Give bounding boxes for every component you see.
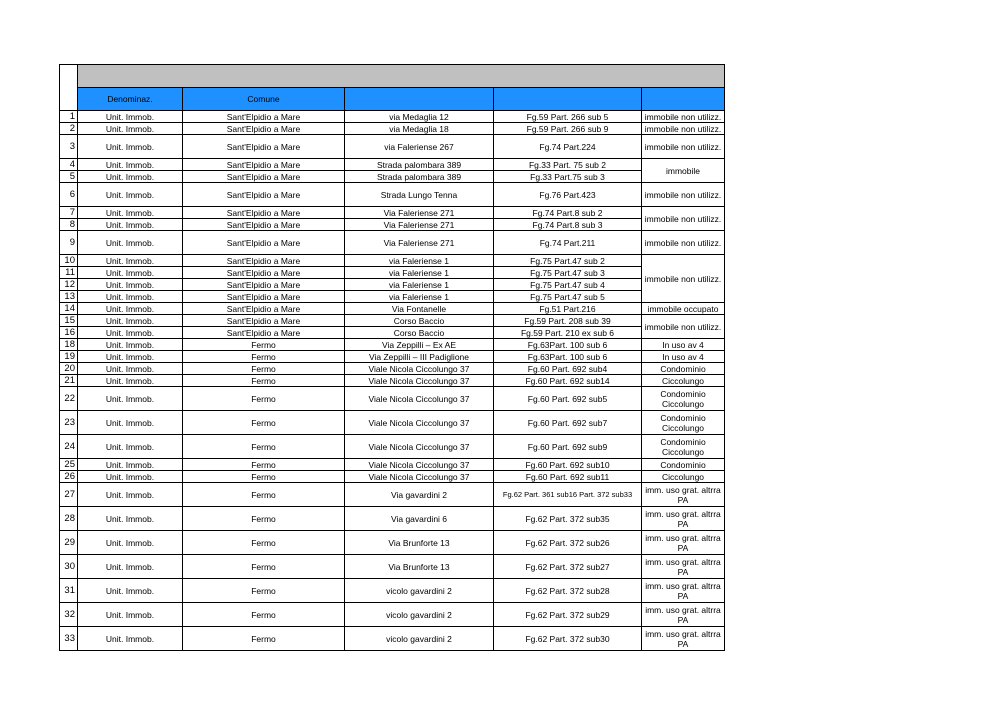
cell-denominazione: Unit. Immob.: [78, 555, 183, 579]
cell-catasto: Fg.76 Part.423: [494, 183, 642, 207]
cell-indirizzo: Strada palombara 389: [345, 159, 494, 171]
cell-denominazione: Unit. Immob.: [78, 123, 183, 135]
cell-indirizzo: Via gavardini 2: [345, 483, 494, 507]
table-row: [60, 135, 725, 159]
cell-denominazione: Unit. Immob.: [78, 159, 183, 171]
header-bar-row: [60, 65, 725, 88]
table-row: [60, 507, 725, 531]
cell-comune: Sant'Elpidio a Mare: [183, 327, 345, 339]
cell-comune: Sant'Elpidio a Mare: [183, 267, 345, 279]
cell-denominazione: Unit. Immob.: [78, 507, 183, 531]
row-number: 5: [60, 171, 78, 183]
cell-indirizzo: Via gavardini 6: [345, 507, 494, 531]
cell-comune: Sant'Elpidio a Mare: [183, 135, 345, 159]
cell-stato: immobile non utilizz.: [642, 123, 725, 135]
table-row: [60, 387, 725, 411]
cell-comune: Fermo: [183, 339, 345, 351]
table-row: [60, 471, 725, 483]
cell-indirizzo: Viale Nicola Ciccolungo 37: [345, 363, 494, 375]
row-number: 14: [60, 303, 78, 315]
cell-stato: imm. uso grat. altrra PA: [642, 507, 725, 531]
cell-denominazione: Unit. Immob.: [78, 363, 183, 375]
cell-indirizzo: Via Faleriense 271: [345, 207, 494, 219]
row-number: 12: [60, 279, 78, 291]
cell-indirizzo: Via Faleriense 271: [345, 231, 494, 255]
cell-indirizzo: vicolo gavardini 2: [345, 579, 494, 603]
cell-denominazione: Unit. Immob.: [78, 531, 183, 555]
cell-comune: Sant'Elpidio a Mare: [183, 207, 345, 219]
table-row: [60, 459, 725, 471]
row-number: 22: [60, 387, 78, 411]
cell-catasto: Fg.60 Part. 692 sub14: [494, 375, 642, 387]
header-denominaz: Denominaz.: [78, 88, 183, 111]
cell-denominazione: Unit. Immob.: [78, 387, 183, 411]
cell-comune: Fermo: [183, 411, 345, 435]
table-row: [60, 207, 725, 219]
cell-catasto: Fg.62 Part. 372 sub30: [494, 627, 642, 651]
cell-stato: imm. uso grat. altrra PA: [642, 483, 725, 507]
cell-comune: Fermo: [183, 387, 345, 411]
grey-title-bar: [78, 65, 725, 88]
cell-stato: imm. uso grat. altrra PA: [642, 555, 725, 579]
cell-denominazione: Unit. Immob.: [78, 627, 183, 651]
cell-denominazione: Unit. Immob.: [78, 171, 183, 183]
row-number: 21: [60, 375, 78, 387]
header-indirizzo: [345, 88, 494, 111]
cell-indirizzo: Via Brunforte 13: [345, 531, 494, 555]
table-row: [60, 435, 725, 459]
cell-indirizzo: via Medaglia 12: [345, 111, 494, 123]
cell-comune: Sant'Elpidio a Mare: [183, 291, 345, 303]
cell-stato: immobile: [642, 159, 725, 183]
cell-denominazione: Unit. Immob.: [78, 411, 183, 435]
row-number: 10: [60, 255, 78, 267]
cell-stato: imm. uso grat. altrra PA: [642, 579, 725, 603]
row-number: 9: [60, 231, 78, 255]
cell-denominazione: Unit. Immob.: [78, 279, 183, 291]
cell-comune: Fermo: [183, 459, 345, 471]
cell-catasto: Fg.59 Part. 210 ex sub 6: [494, 327, 642, 339]
cell-indirizzo: Viale Nicola Ciccolungo 37: [345, 375, 494, 387]
cell-indirizzo: Viale Nicola Ciccolungo 37: [345, 459, 494, 471]
cell-denominazione: Unit. Immob.: [78, 327, 183, 339]
header-comune: Comune: [183, 88, 345, 111]
row-number: 4: [60, 159, 78, 171]
row-number: 30: [60, 555, 78, 579]
cell-stato: immobile non utilizz.: [642, 111, 725, 123]
cell-indirizzo: Via Brunforte 13: [345, 555, 494, 579]
row-number: 29: [60, 531, 78, 555]
cell-indirizzo: Strada Lungo Tenna: [345, 183, 494, 207]
table-row: [60, 363, 725, 375]
cell-indirizzo: Via Zeppilli – Ex AE: [345, 339, 494, 351]
cell-catasto: Fg.60 Part. 692 sub7: [494, 411, 642, 435]
table-row: [60, 627, 725, 651]
row-number: 28: [60, 507, 78, 531]
cell-stato: Condominio: [642, 459, 725, 471]
cell-denominazione: Unit. Immob.: [78, 207, 183, 219]
cell-comune: Sant'Elpidio a Mare: [183, 111, 345, 123]
row-number-header: [60, 65, 78, 111]
cell-stato: immobile non utilizz.: [642, 255, 725, 303]
table-row: [60, 219, 725, 231]
cell-comune: Sant'Elpidio a Mare: [183, 279, 345, 291]
row-number: 1: [60, 111, 78, 123]
cell-denominazione: Unit. Immob.: [78, 219, 183, 231]
table-row: [60, 579, 725, 603]
row-number: 6: [60, 183, 78, 207]
table-row: [60, 315, 725, 327]
cell-denominazione: Unit. Immob.: [78, 435, 183, 459]
cell-stato: immobile non utilizz.: [642, 135, 725, 159]
table-row: [60, 327, 725, 339]
cell-comune: Fermo: [183, 351, 345, 363]
cell-catasto: Fg.75 Part.47 sub 4: [494, 279, 642, 291]
table-row: [60, 351, 725, 363]
table-row: [60, 411, 725, 435]
cell-stato: immobile non utilizz.: [642, 183, 725, 207]
cell-comune: Fermo: [183, 531, 345, 555]
row-number: 15: [60, 315, 78, 327]
table-row: [60, 255, 725, 267]
cell-comune: Sant'Elpidio a Mare: [183, 171, 345, 183]
cell-denominazione: Unit. Immob.: [78, 459, 183, 471]
cell-catasto: Fg.75 Part.47 sub 5: [494, 291, 642, 303]
cell-stato: Condominio Ciccolungo: [642, 387, 725, 411]
row-number: 24: [60, 435, 78, 459]
table-row: [60, 159, 725, 171]
cell-indirizzo: via Faleriense 267: [345, 135, 494, 159]
table-row: [60, 231, 725, 255]
table-row: [60, 303, 725, 315]
cell-comune: Sant'Elpidio a Mare: [183, 303, 345, 315]
table-row: [60, 123, 725, 135]
row-number: 2: [60, 123, 78, 135]
cell-catasto: Fg.74 Part.8 sub 3: [494, 219, 642, 231]
cell-comune: Fermo: [183, 603, 345, 627]
cell-comune: Sant'Elpidio a Mare: [183, 315, 345, 327]
header-stato: [642, 88, 725, 111]
row-number: 20: [60, 363, 78, 375]
cell-denominazione: Unit. Immob.: [78, 255, 183, 267]
cell-comune: Sant'Elpidio a Mare: [183, 123, 345, 135]
cell-stato: In uso av 4: [642, 339, 725, 351]
cell-comune: Fermo: [183, 579, 345, 603]
cell-comune: Fermo: [183, 375, 345, 387]
row-number: 27: [60, 483, 78, 507]
cell-comune: Fermo: [183, 507, 345, 531]
row-number: 32: [60, 603, 78, 627]
cell-indirizzo: via Faleriense 1: [345, 291, 494, 303]
cell-indirizzo: Viale Nicola Ciccolungo 37: [345, 411, 494, 435]
cell-catasto: Fg.75 Part.47 sub 3: [494, 267, 642, 279]
table-row: [60, 279, 725, 291]
cell-comune: Fermo: [183, 627, 345, 651]
row-number: 16: [60, 327, 78, 339]
cell-indirizzo: via Faleriense 1: [345, 255, 494, 267]
cell-denominazione: Unit. Immob.: [78, 315, 183, 327]
cell-indirizzo: vicolo gavardini 2: [345, 603, 494, 627]
cell-catasto: Fg.59 Part. 266 sub 5: [494, 111, 642, 123]
row-number: 11: [60, 267, 78, 279]
cell-indirizzo: Corso Baccio: [345, 315, 494, 327]
cell-stato: Condominio Ciccolungo: [642, 411, 725, 435]
cell-indirizzo: Viale Nicola Ciccolungo 37: [345, 435, 494, 459]
cell-catasto: Fg.60 Part. 692 sub4: [494, 363, 642, 375]
cell-indirizzo: Viale Nicola Ciccolungo 37: [345, 387, 494, 411]
row-number: 31: [60, 579, 78, 603]
cell-indirizzo: via Faleriense 1: [345, 267, 494, 279]
cell-stato: Ciccolungo: [642, 375, 725, 387]
cell-comune: Sant'Elpidio a Mare: [183, 159, 345, 171]
cell-catasto: Fg.33 Part.75 sub 3: [494, 171, 642, 183]
cell-catasto: Fg.59 Part. 208 sub 39: [494, 315, 642, 327]
cell-stato: Condominio Ciccolungo: [642, 435, 725, 459]
cell-comune: Fermo: [183, 555, 345, 579]
cell-comune: Sant'Elpidio a Mare: [183, 183, 345, 207]
cell-indirizzo: Corso Baccio: [345, 327, 494, 339]
cell-stato: Condominio: [642, 363, 725, 375]
cell-comune: Sant'Elpidio a Mare: [183, 219, 345, 231]
cell-comune: Fermo: [183, 435, 345, 459]
cell-stato: immobile non utilizz.: [642, 315, 725, 339]
cell-catasto: Fg.63Part. 100 sub 6: [494, 339, 642, 351]
column-header-row: [60, 88, 725, 111]
cell-stato: In uso av 4: [642, 351, 725, 363]
cell-denominazione: Unit. Immob.: [78, 231, 183, 255]
row-number: 7: [60, 207, 78, 219]
cell-catasto: Fg.74 Part.224: [494, 135, 642, 159]
cell-denominazione: Unit. Immob.: [78, 471, 183, 483]
table-row: [60, 111, 725, 123]
table-row: [60, 531, 725, 555]
cell-denominazione: Unit. Immob.: [78, 291, 183, 303]
row-number: 25: [60, 459, 78, 471]
cell-denominazione: Unit. Immob.: [78, 183, 183, 207]
cell-catasto: Fg.62 Part. 372 sub27: [494, 555, 642, 579]
cell-comune: Sant'Elpidio a Mare: [183, 231, 345, 255]
property-table: [59, 64, 725, 651]
cell-catasto: Fg.59 Part. 266 sub 9: [494, 123, 642, 135]
cell-indirizzo: Strada palombara 389: [345, 171, 494, 183]
cell-indirizzo: via Medaglia 18: [345, 123, 494, 135]
table-row: [60, 483, 725, 507]
cell-comune: Fermo: [183, 363, 345, 375]
cell-stato: immobile occupato: [642, 303, 725, 315]
row-number: 19: [60, 351, 78, 363]
header-catasto: [494, 88, 642, 111]
cell-catasto: Fg.62 Part. 372 sub29: [494, 603, 642, 627]
table-row: [60, 267, 725, 279]
cell-denominazione: Unit. Immob.: [78, 483, 183, 507]
cell-stato: immobile non utilizz.: [642, 231, 725, 255]
cell-indirizzo: vicolo gavardini 2: [345, 627, 494, 651]
cell-denominazione: Unit. Immob.: [78, 339, 183, 351]
cell-stato: imm. uso grat. altrra PA: [642, 603, 725, 627]
row-number: 18: [60, 339, 78, 351]
cell-stato: Ciccolungo: [642, 471, 725, 483]
cell-indirizzo: Via Fontanelle: [345, 303, 494, 315]
row-number: 33: [60, 627, 78, 651]
cell-denominazione: Unit. Immob.: [78, 375, 183, 387]
cell-catasto: Fg.63Part. 100 sub 6: [494, 351, 642, 363]
row-number: 8: [60, 219, 78, 231]
cell-comune: Sant'Elpidio a Mare: [183, 255, 345, 267]
cell-indirizzo: Via Faleriense 271: [345, 219, 494, 231]
cell-catasto: Fg.60 Part. 692 sub5: [494, 387, 642, 411]
cell-indirizzo: Via Zeppilli – III Padiglione: [345, 351, 494, 363]
table-row: [60, 555, 725, 579]
cell-catasto: Fg.74 Part.211: [494, 231, 642, 255]
cell-denominazione: Unit. Immob.: [78, 351, 183, 363]
cell-indirizzo: Viale Nicola Ciccolungo 37: [345, 471, 494, 483]
cell-catasto: Fg.60 Part. 692 sub9: [494, 435, 642, 459]
table-row: [60, 171, 725, 183]
row-number: 23: [60, 411, 78, 435]
cell-indirizzo: via Faleriense 1: [345, 279, 494, 291]
row-number: 13: [60, 291, 78, 303]
cell-catasto: Fg.62 Part. 372 sub26: [494, 531, 642, 555]
cell-denominazione: Unit. Immob.: [78, 603, 183, 627]
cell-catasto: Fg.33 Part. 75 sub 2: [494, 159, 642, 171]
table-row: [60, 375, 725, 387]
cell-catasto: Fg.60 Part. 692 sub11: [494, 471, 642, 483]
table-row: [60, 183, 725, 207]
cell-catasto: Fg.51 Part.216: [494, 303, 642, 315]
cell-stato: imm. uso grat. altrra PA: [642, 531, 725, 555]
cell-catasto: Fg.60 Part. 692 sub10: [494, 459, 642, 471]
row-number: 26: [60, 471, 78, 483]
cell-catasto: Fg.62 Part. 372 sub35: [494, 507, 642, 531]
cell-catasto: Fg.75 Part.47 sub 2: [494, 255, 642, 267]
cell-denominazione: Unit. Immob.: [78, 135, 183, 159]
cell-denominazione: Unit. Immob.: [78, 579, 183, 603]
cell-denominazione: Unit. Immob.: [78, 303, 183, 315]
cell-stato: imm. uso grat. altrra PA: [642, 627, 725, 651]
table-row: [60, 603, 725, 627]
cell-denominazione: Unit. Immob.: [78, 111, 183, 123]
cell-catasto: Fg.62 Part. 361 sub16 Part. 372 sub33: [494, 483, 642, 507]
cell-catasto: Fg.74 Part.8 sub 2: [494, 207, 642, 219]
cell-stato: immobile non utilizz.: [642, 207, 725, 231]
cell-denominazione: Unit. Immob.: [78, 267, 183, 279]
cell-comune: Fermo: [183, 483, 345, 507]
table-row: [60, 339, 725, 351]
cell-catasto: Fg.62 Part. 372 sub28: [494, 579, 642, 603]
cell-comune: Fermo: [183, 471, 345, 483]
row-number: 3: [60, 135, 78, 159]
table-row: [60, 291, 725, 303]
